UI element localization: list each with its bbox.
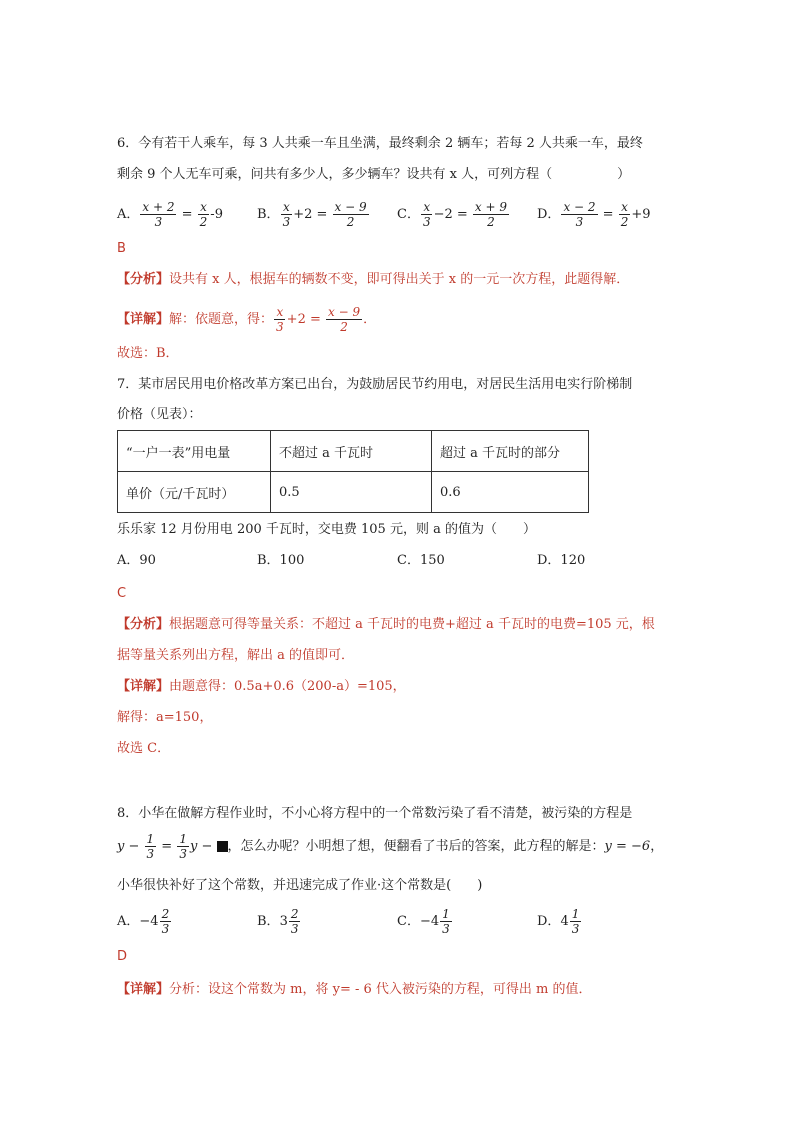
table-cell: 超过 a 千瓦时的部分 — [432, 431, 589, 472]
q7-answer: C — [117, 586, 127, 601]
q8-option-b[interactable]: B．3 $\frac{2}{3}$ — [257, 907, 299, 936]
analysis-tag: 【分析】 — [117, 617, 170, 632]
q7-question: 乐乐家 12 月份用电 200 千瓦时，交电费 105 元，则 a 的值为（ ） — [117, 522, 536, 537]
q8-stem-line3: 小华很快补好了这个常数，并迅速完成了作业·这个常数是( ) — [117, 878, 483, 893]
fraction: $\frac{2}{3}$ — [290, 907, 299, 936]
q6-stem-line2: 剩余 9 个人无车可乘，问共有多少人，多少辆车？设共有 x 人，可列方程（ ） — [117, 167, 631, 182]
fraction: $\frac{x}{3}$ — [422, 200, 431, 229]
q7-option-a[interactable]: A．90 — [117, 553, 156, 568]
smudge-mark — [217, 841, 228, 852]
q6-option-a[interactable]: A． $\frac{x + 2}{3}$ = $\frac{x}{2}$ -9 — [117, 200, 223, 229]
q7-option-b[interactable]: B．100 — [257, 553, 305, 568]
table-cell: 0.5 — [271, 472, 432, 513]
detail-tag: 【详解】 — [117, 679, 170, 694]
fraction: $\frac{x - 9}{2}$ — [334, 200, 367, 229]
analysis-tag: 【分析】 — [117, 272, 170, 287]
fraction: $\frac{x}{2}$ — [199, 200, 208, 229]
q6-stem-line1: 6．今有若干人乘车，每 3 人共乘一车且坐满，最终剩余 2 辆车；若每 2 人共乘一车，最终 — [117, 136, 643, 151]
q8-answer: D — [117, 949, 128, 964]
fraction: $\frac{x}{3}$ — [276, 305, 284, 334]
table-cell: “一户一表”用电量 — [118, 431, 271, 472]
q6-option-d[interactable]: D． $\frac{x - 2}{3}$ = $\frac{x}{2}$ +9 — [537, 200, 651, 229]
table-row — [118, 431, 589, 472]
q6-answer: B — [117, 241, 126, 256]
table-row — [118, 472, 589, 513]
table-cell: 0.6 — [432, 472, 589, 513]
fraction: $\frac{x + 2}{3}$ — [142, 200, 175, 229]
q7-option-c[interactable]: C．150 — [397, 553, 445, 568]
q6-analysis — [117, 271, 629, 289]
q7-analysis-line1: 【分析】根据题意可得等量关系：不超过 a 千瓦时的电费+超过 a 千瓦时的电费=105 元，根 — [117, 617, 655, 632]
table-cell: 不超过 a 千瓦时 — [271, 431, 432, 472]
q7-stem-line2: 价格（见表）： — [117, 407, 202, 422]
q6-option-c[interactable]: C． $\frac{x}{3}$ −2 = $\frac{x + 9}{2}$ — [397, 200, 508, 229]
q6-option-b[interactable]: B． $\frac{x}{3}$ +2 = $\frac{x - 9}{2}$ — [257, 200, 367, 229]
q7-stem-line1: 7．某市居民用电价格改革方案已出台，为鼓励居民节约用电，对居民生活用电实行阶梯制 — [117, 377, 633, 392]
fraction: $\frac{x - 2}{3}$ — [563, 200, 596, 229]
q7-solve: 解得：a=150， — [117, 710, 213, 725]
q8-option-a[interactable]: A．−4 $\frac{2}{3}$ — [117, 907, 170, 936]
q7-detail: 【详解】由题意得：0.5a+0.6（200-a）=105， — [117, 679, 406, 694]
fraction: $\frac{x}{3}$ — [282, 200, 291, 229]
fraction: $\frac{1}{3}$ — [571, 907, 580, 936]
fraction: $\frac{x + 9}{2}$ — [474, 200, 508, 229]
q8-stem-line1: 8．小华在做解方程作业时，不小心将方程中的一个常数污染了看不清楚，被污染的方程是 — [117, 806, 633, 821]
fraction: $\frac{x}{2}$ — [620, 200, 629, 229]
solution-value: y = −6 — [604, 839, 651, 854]
q6-detail: 【详解】解：依题意，得： $\frac{x}{3}$ +2 = $\frac{x - 9}{2}$ ． — [117, 305, 377, 334]
q7-option-d[interactable]: D．120 — [537, 553, 586, 568]
table-cell: 单价（元/千瓦时） — [118, 472, 271, 513]
q6-conclusion: 故选：B． — [117, 346, 179, 361]
q8-option-d[interactable]: D．4 $\frac{1}{3}$ — [537, 907, 580, 936]
fraction: $\frac{2}{3}$ — [161, 907, 170, 936]
q8-detail: 【详解】分析：设这个常数为 m，将 y= - 6 代入被污染的方程，可得出 m 的值． — [117, 982, 592, 997]
q8-stem-line2: y − $\frac{1}{3}$ = $\frac{1}{3}$ y − ，怎么办呢？小明想了想，便翻看了书后的答案，此方程的解是：y = −6， — [117, 832, 664, 861]
q7-conclusion: 故选 C． — [117, 741, 171, 756]
fraction: $\frac{1}{3}$ — [146, 832, 155, 861]
fraction: $\frac{1}{3}$ — [179, 832, 187, 861]
tariff-table — [117, 430, 589, 513]
q7-analysis-line2: 据等量关系列出方程，解出 a 的值即可． — [117, 648, 355, 663]
detail-tag: 【详解】 — [117, 982, 170, 997]
fraction: $\frac{x - 9}{2}$ — [328, 305, 361, 334]
q8-option-c[interactable]: C．−4 $\frac{1}{3}$ — [397, 907, 450, 936]
analysis-text: 设共有 x 人，根据车的辆数不变，即可得出关于 x 的一元一次方程，此题得解． — [169, 272, 630, 287]
detail-tag: 【详解】 — [117, 312, 170, 327]
fraction: $\frac{1}{3}$ — [442, 907, 450, 936]
